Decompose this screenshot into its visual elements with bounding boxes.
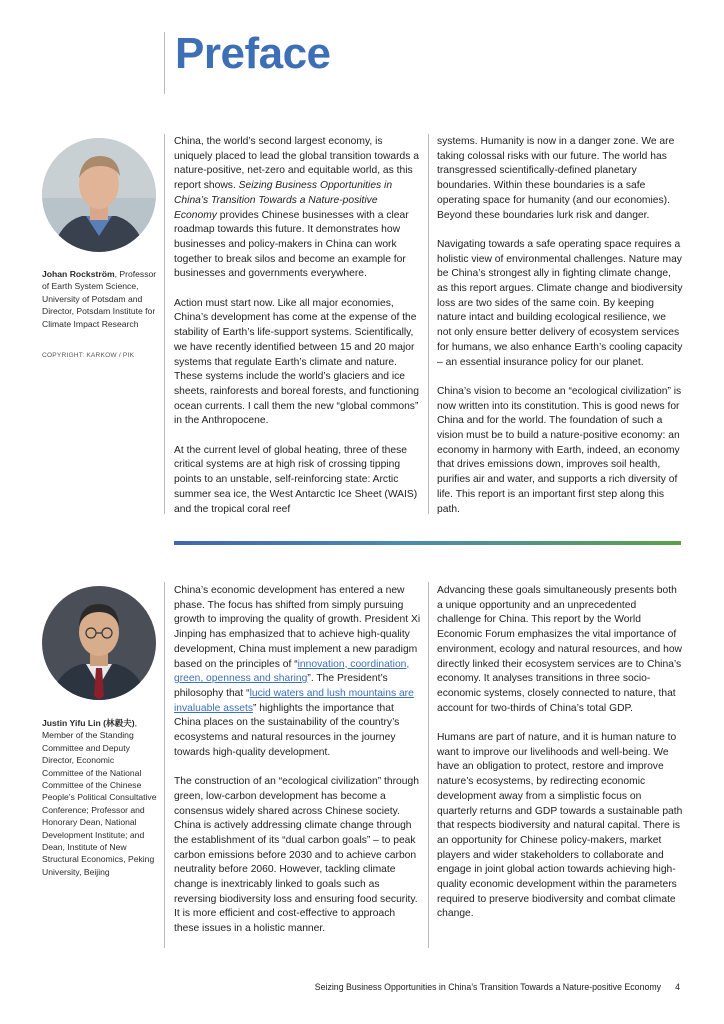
justin-yifu-lin-portrait xyxy=(42,586,156,700)
bottom-column-2 xyxy=(437,584,683,922)
justin-yifu-lin-bio xyxy=(42,717,158,878)
bottom-column-1 xyxy=(174,584,421,937)
johan-rockstrom-portrait xyxy=(42,138,156,252)
page-title: Preface xyxy=(175,29,331,78)
bottom-col2-paragraph-2: Humans are part of nature, and it is human nature to want to improve our livelihoods and well-being. We have an obligation to protect, restore and improve nature’s ecosystems, by redirecting economic development away from a simplistic focus on quarterly returns and GDP towards a sustainable path that respects biodiversity and natural capital. There is an opportunity for Chinese policy-makers, market players and wider stakeholders to collaborate and engage in joint global action towards achieving high-quality economic development within the parameters required to preserve biodiversity and combat climate change. xyxy=(437,732,683,920)
top-middle-rule xyxy=(428,134,429,514)
page-number: 4 xyxy=(675,982,680,992)
justin-yifu-lin-role: , Member of the Standing Committee and Deputy Director, Economic Committee of the National Committee of the Chinese People’s Political Consultative Conference; Professor and Honorary Dean, National Development Institute; and Dean, Institute of New Structural Economics, Peking University, Beijing xyxy=(42,718,157,877)
top-left-rule xyxy=(164,134,165,514)
photo-copyright: COPYRIGHT: KARKOW / PIK xyxy=(42,352,135,359)
top-column-2 xyxy=(437,135,683,517)
bottom-col2-paragraph-1: Advancing these goals simultaneously presents both a unique opportunity and an unprecedented challenge for China. This report by the World Economic Forum emphasizes the vital importance of environment, ecology and natural resources, and how directly linked their ecosystem services are to China’s economy. It analyses transitions in three socio-economic systems, closely connected to nature, that account for two-thirds of China’s total GDP. xyxy=(437,585,682,714)
lucid-waters-link[interactable]: lucid waters and lush mountains are invaluable assets xyxy=(174,687,414,714)
top-column-1 xyxy=(174,135,421,517)
top-col1-paragraph-2: Action must start now. Like all major economies, China’s development has come at the expense of the stability of Earth’s life-support systems. Scientifically, we have recently identified between 15 and 20 major systems that regulate Earth’s climate and nature. These systems include the world’s glaciers and ice sheets, rainforests and boreal forests, and functioning ocean currents. I call them the new “global commons” in the Anthropocene. xyxy=(174,297,419,427)
top-col1-paragraph-3: At the current level of global heating, three of these critical systems are at high risk of crossing tipping points to an unstable, self-reinforcing state: Arctic summer sea ice, the West Antarctic Ice Sheet (WAIS) and the tropical coral reef xyxy=(174,444,418,515)
footer-report-title: Seizing Business Opportunities in China’s Transition Towards a Nature-positive Economy xyxy=(314,982,662,992)
report-title-italic: Seizing Business Opportunities in China’s Transition Towards a Nature-positive Economy xyxy=(174,180,393,221)
top-col2-paragraph-3: China’s vision to become an “ecological civilization” is now written into its constitution. This is good news for China and for the world. The foundation of such a vision must be to build a nature-positive economy: an economy in harmony with Earth, indeed, an economy that drives emissions down, improves soil health, purifies air and water, and supports a rich diversity of life. This report is an important first step along this path. xyxy=(437,385,682,515)
johan-rockstrom-bio xyxy=(42,268,160,330)
top-col1-paragraph-1: China, the world’s second largest economy, is uniquely placed to lead the global transition towards a nature-positive, net-zero and equitable world, as this report shows. Seizing Business Opportunities in China’s Transition Towards a Nature-positive Economy provides Chinese businesses with a clear roadmap towards this future. It demonstrates how businesses and policy-makers in China can work together to break silos and become an example for businesses and governments everywhere. xyxy=(174,136,419,280)
bottom-col1-paragraph-2: The construction of an “ecological civilization” through green, low-carbon development has become a consensus widely shared across Chinese society. China is actively addressing climate change through the establishment of its “dual carbon goals” – to peak carbon emissions before 2030 and to achieve carbon neutrality before 2060. However, tackling climate change is inextricably linked to goals such as reversing biodiversity loss and ensuring food security. It is more efficient and cost-effective to approach these issues in a holistic manner. xyxy=(174,776,419,935)
title-rule xyxy=(164,32,165,94)
johan-rockstrom-name: Johan Rockström xyxy=(42,269,115,279)
principles-link[interactable]: innovation, coordination, green, openness and sharing xyxy=(174,658,410,685)
justin-yifu-lin-name: Justin Yifu Lin (林毅夫) xyxy=(42,718,135,728)
bottom-middle-rule xyxy=(428,582,429,948)
page-footer xyxy=(315,982,680,992)
section-divider xyxy=(174,541,681,545)
bottom-left-rule xyxy=(164,582,165,948)
bottom-col1-paragraph-1: China’s economic development has entered a new phase. The focus has shifted from simply pursuing growth to improving the quality of growth. President Xi Jinping has emphasized that to achieve high-quality development, China must implement a new paradigm based on the principles of “innovation, coordination, green, openness and sharing”. The President’s philosophy that “lucid waters and lush mountains are invaluable assets” highlights the importance that China places on the sustainability of the country’s ecosystems and natural resources in the journey towards high-quality development. xyxy=(174,585,421,758)
top-col2-paragraph-2: Navigating towards a safe operating space requires a holistic view of environmental challenges. Nature may be China’s strongest ally in fighting climate change, as this report argues. Climate change and biodiversity loss are two sides of the same coin. By keeping nature intact and building ecological resilience, we not only ensure better delivery of ecosystem services for humans, we also enhance Earth’s cooling capacity – an essential insurance policy for our planet. xyxy=(437,238,683,368)
top-col2-paragraph-1: systems. Humanity is now in a danger zone. We are taking colossal risks with our future. The world has transgressed scientifically-defined planetary boundaries. Within these boundaries is a safe operating space for humanity (and our economies). Beyond these boundaries lurk risk and danger. xyxy=(437,136,675,221)
johan-rockstrom-role: , Professor of Earth System Science, University of Potsdam and Director, Potsdam Institute for Climate Impact Research xyxy=(42,269,157,329)
